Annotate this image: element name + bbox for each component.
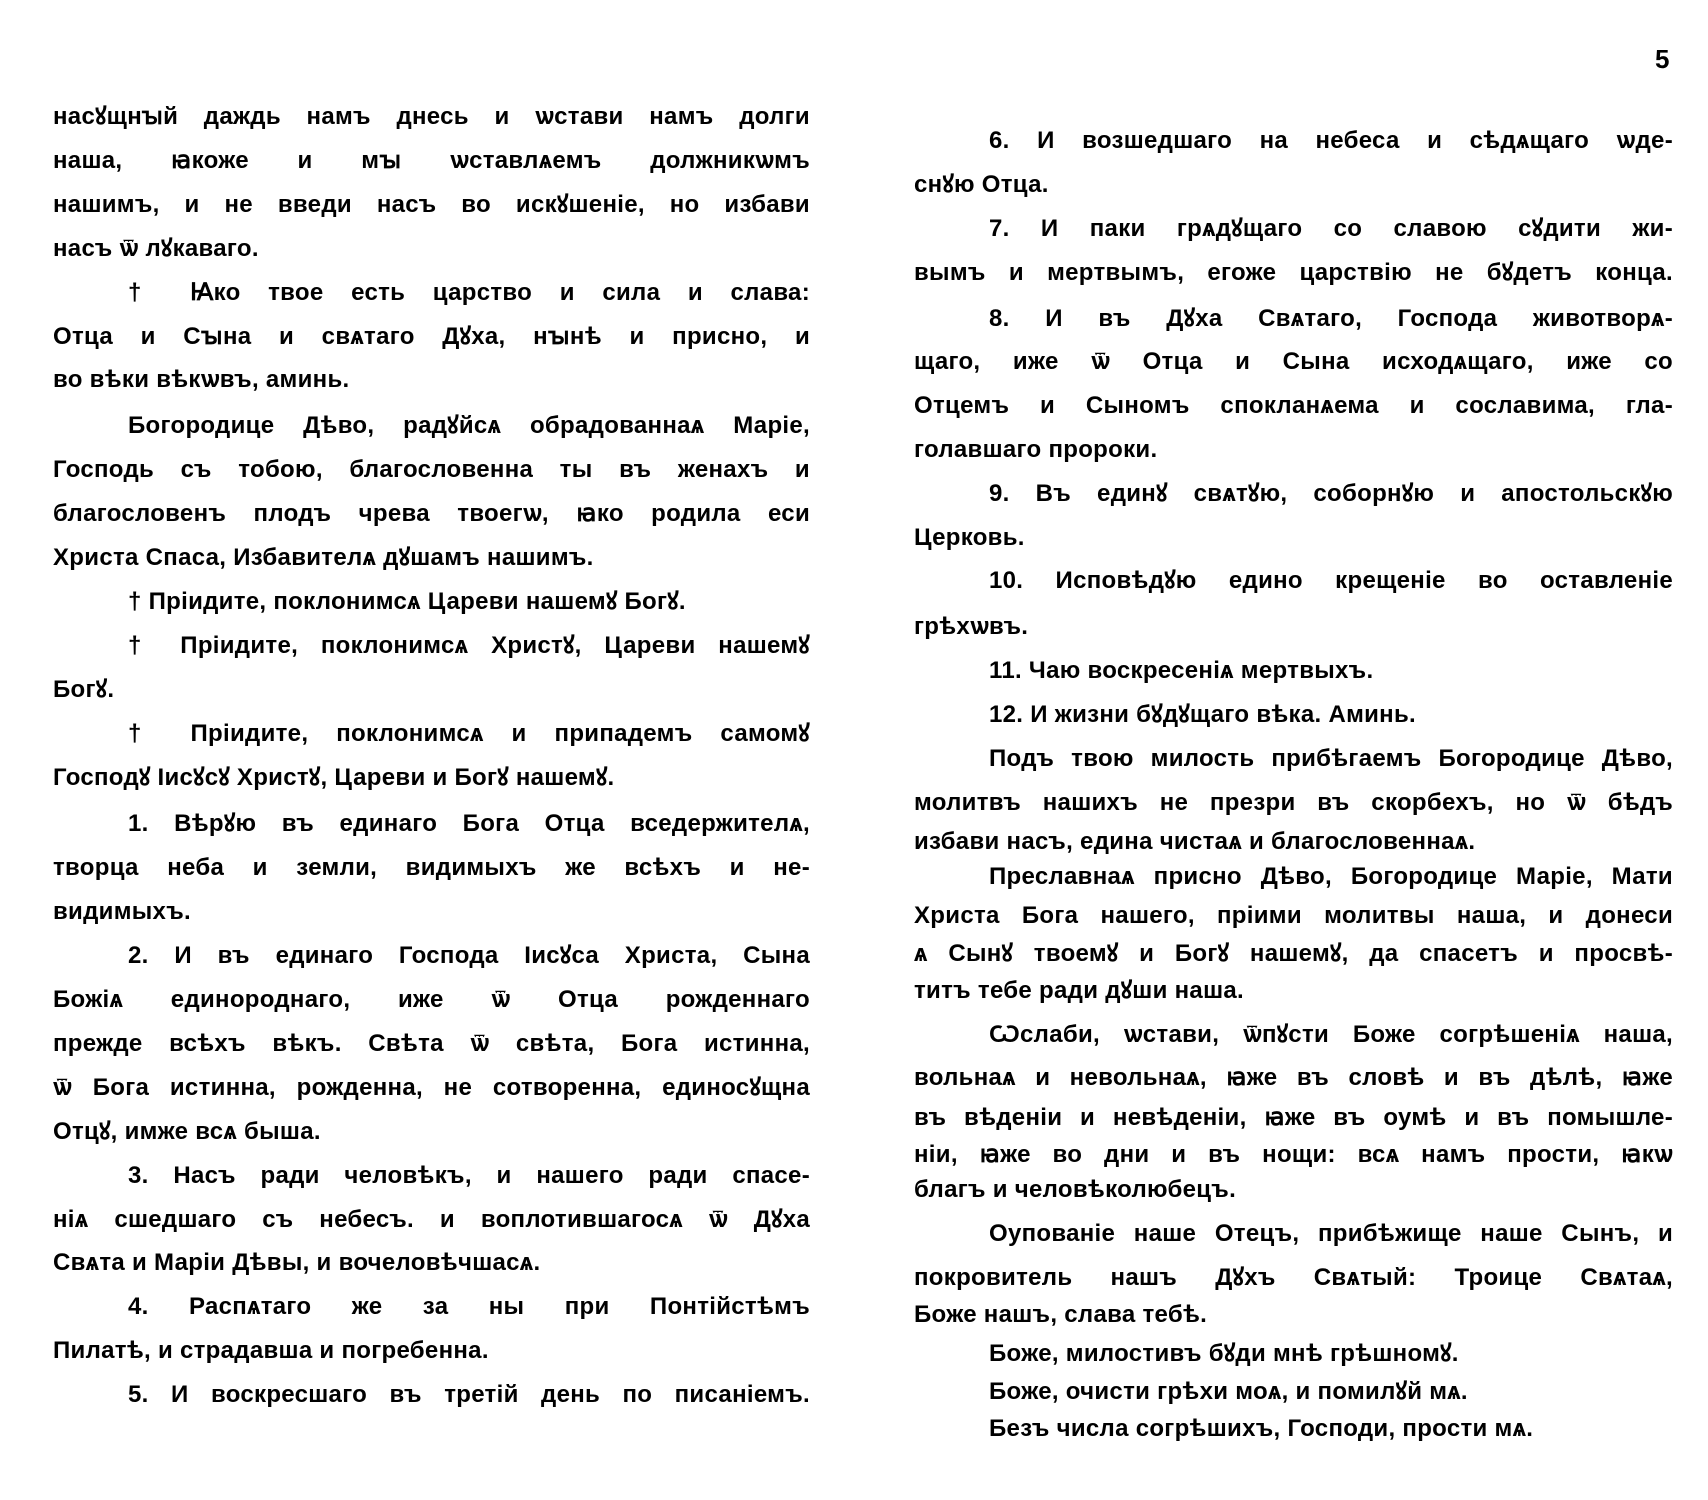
- text-line: голавшаго пророки.: [914, 435, 1158, 463]
- text-line: 10. Исповѣдꙋю едино крещеніе во оставленіе: [989, 567, 1673, 595]
- text-line: 4. Распѧтаго же за ны при Понтійстѣмъ: [128, 1293, 810, 1321]
- text-line: 6. И возшедшаго на небеса и сѣдѧщаго ѡде-: [989, 127, 1673, 155]
- text-line: снꙋю Отца.: [914, 170, 1049, 198]
- text-line: благъ и человѣколюбецъ.: [914, 1176, 1237, 1204]
- text-line: благословенъ плодъ чрева твоегѡ, ꙗко родила еси: [53, 500, 810, 528]
- text-line: Отцемъ и Сыномъ спокланѧема и сославима, гла-: [914, 392, 1673, 420]
- text-line: вольнаѧ и невольнаѧ, ꙗже въ словѣ и въ дѣлѣ, ꙗже: [914, 1064, 1673, 1092]
- text-line: 2. И въ единаго Господа Іисꙋса Христа, Сына: [128, 942, 810, 970]
- text-line: щаго, иже ѿ Отца и Сына исходѧщаго, иже со: [914, 348, 1673, 376]
- text-line: † Пріидите, поклонимсѧ Христꙋ, Цареви нашемꙋ: [128, 631, 810, 659]
- text-line: Боже, очисти грѣхи моѧ, и помилꙋй мѧ.: [989, 1377, 1468, 1405]
- text-line: нашимъ, и не введи насъ во искꙋшеніе, но избави: [53, 190, 810, 218]
- text-line: Ѡслаби, ѡстави, ѿпꙋсти Боже согрѣшеніѧ наша,: [989, 1020, 1673, 1048]
- text-line: наша, ꙗкоже и мꙑ ѡставлѧемъ должникѡмъ: [53, 146, 810, 174]
- text-line: покровитель нашъ Дꙋхъ Свѧтый: Троице Свѧтаѧ,: [914, 1263, 1673, 1291]
- text-line: ѿ Бога истинна, рожденна, не сотворенна, единосꙋщна: [53, 1073, 810, 1101]
- text-line: Свѧта и Маріи Дѣвы, и вочеловѣчшасѧ.: [53, 1249, 541, 1277]
- text-line: Церковь.: [914, 523, 1025, 551]
- text-line: молитвъ нашихъ не презри въ скорбехъ, но ѿ бѣдъ: [914, 788, 1673, 816]
- text-line: Подъ твою милость прибѣгаемъ Богородице Дѣво,: [989, 744, 1673, 772]
- text-line: Безъ числа согрѣшихъ, Господи, прости мѧ.: [989, 1414, 1534, 1442]
- text-line: ніѧ сшедшаго съ небесъ. и воплотившагосѧ ѿ Дꙋха: [53, 1205, 810, 1233]
- text-line: въ вѣденіи и невѣденіи, ꙗже въ оумѣ и въ помышле-: [914, 1103, 1673, 1131]
- text-line: насъ ѿ лꙋкаваго.: [53, 234, 259, 262]
- text-line: творца неба и земли, видимыхъ же всѣхъ и не-: [53, 854, 810, 882]
- page-number: 5: [1655, 44, 1670, 74]
- text-line: прежде всѣхъ вѣкъ. Свѣта ѿ свѣта, Бога истинна,: [53, 1029, 810, 1057]
- text-line: Богꙋ.: [53, 675, 115, 703]
- text-line: 7. И паки грѧдꙋщаго со славою сꙋдити жи-: [989, 214, 1673, 242]
- right-column: [914, 0, 1673, 1500]
- text-line: Христа Спаса, Избавителѧ дꙋшамъ нашимъ.: [53, 544, 594, 571]
- text-line: видимыхъ.: [53, 898, 191, 926]
- text-line: 11. Чаю воскресеніѧ мертвыхъ.: [989, 657, 1374, 685]
- text-line: насꙋщнꙑй даждь намъ днесь и ѡстави намъ долги: [53, 103, 810, 130]
- text-line: Христа Бога нашего, пріими молитвы наша, и донеси: [914, 902, 1673, 930]
- text-line: Преславнаѧ присно Дѣво, Богородице Маріе, Мати: [989, 863, 1673, 890]
- text-line: титъ тебе ради дꙋши наша.: [914, 976, 1244, 1004]
- text-line: Божіѧ единороднаго, иже ѿ Отца рожденнаго: [53, 986, 810, 1013]
- text-line: Отца и Сꙑна и свѧтаго Дꙋха, нꙑнѣ и присно, и: [53, 322, 810, 350]
- text-line: 9. Въ единꙋ свѧтꙋю, соборнꙋю и апостольскꙋю: [989, 479, 1673, 507]
- text-line: Боже, милостивъ бꙋди мнѣ грѣшномꙋ.: [989, 1340, 1459, 1368]
- text-line: грѣхѡвъ.: [914, 613, 1029, 641]
- text-line: 12. И жизни бꙋдꙋщаго вѣка. Аминь.: [989, 700, 1417, 728]
- text-line: во вѣки вѣкѡвъ, аминь.: [53, 366, 350, 394]
- text-line: Оупованіе наше Отецъ, прибѣжище наше Сынъ, и: [989, 1219, 1673, 1247]
- text-line: † Ꙗко твое есть царство и сила и слава:: [128, 278, 810, 306]
- text-line: † Пріидите, поклонимсѧ и припадемъ самомꙋ: [128, 719, 810, 747]
- text-line: 5. И воскресшаго въ третій день по писаніемъ.: [128, 1381, 810, 1409]
- text-line: 3. Насъ ради человѣкъ, и нашего ради спасе-: [128, 1161, 810, 1189]
- text-line: Пилатѣ, и страдавша и погребенна.: [53, 1337, 489, 1365]
- text-line: 8. И въ Дꙋха Свѧтаго, Господа животворѧ-: [989, 304, 1673, 332]
- text-line: Господь съ тобою, благословенна ты въ женахъ и: [53, 456, 810, 484]
- left-column: [53, 0, 810, 1500]
- text-line: Господꙋ Іисꙋсꙋ Христꙋ, Цареви и Богꙋ нашемꙋ.: [53, 763, 615, 791]
- text-line: избави насъ, едина чистаѧ и благословеннаѧ.: [914, 827, 1476, 855]
- text-line: вымъ и мертвымъ, егоже царствію не бꙋдетъ конца.: [914, 258, 1673, 286]
- text-line: ѧ Сынꙋ твоемꙋ и Богꙋ нашемꙋ, да спасетъ и просвѣ-: [914, 939, 1673, 967]
- text-line: Богородице Дѣво, радꙋйсѧ обрадованнаѧ Маріе,: [128, 412, 810, 440]
- text-line: Отцꙋ, имже всѧ быша.: [53, 1117, 321, 1145]
- text-line: Боже нашъ, слава тебѣ.: [914, 1301, 1208, 1328]
- text-line: 1. Вѣрꙋю въ единаго Бога Отца вседержителѧ,: [128, 810, 810, 838]
- text-line: † Пріидите, поклонимсѧ Цареви нашемꙋ Богꙋ.: [128, 587, 686, 615]
- text-line: ніи, ꙗже во дни и въ нощи: всѧ намъ прости, ꙗкѡ: [914, 1141, 1673, 1169]
